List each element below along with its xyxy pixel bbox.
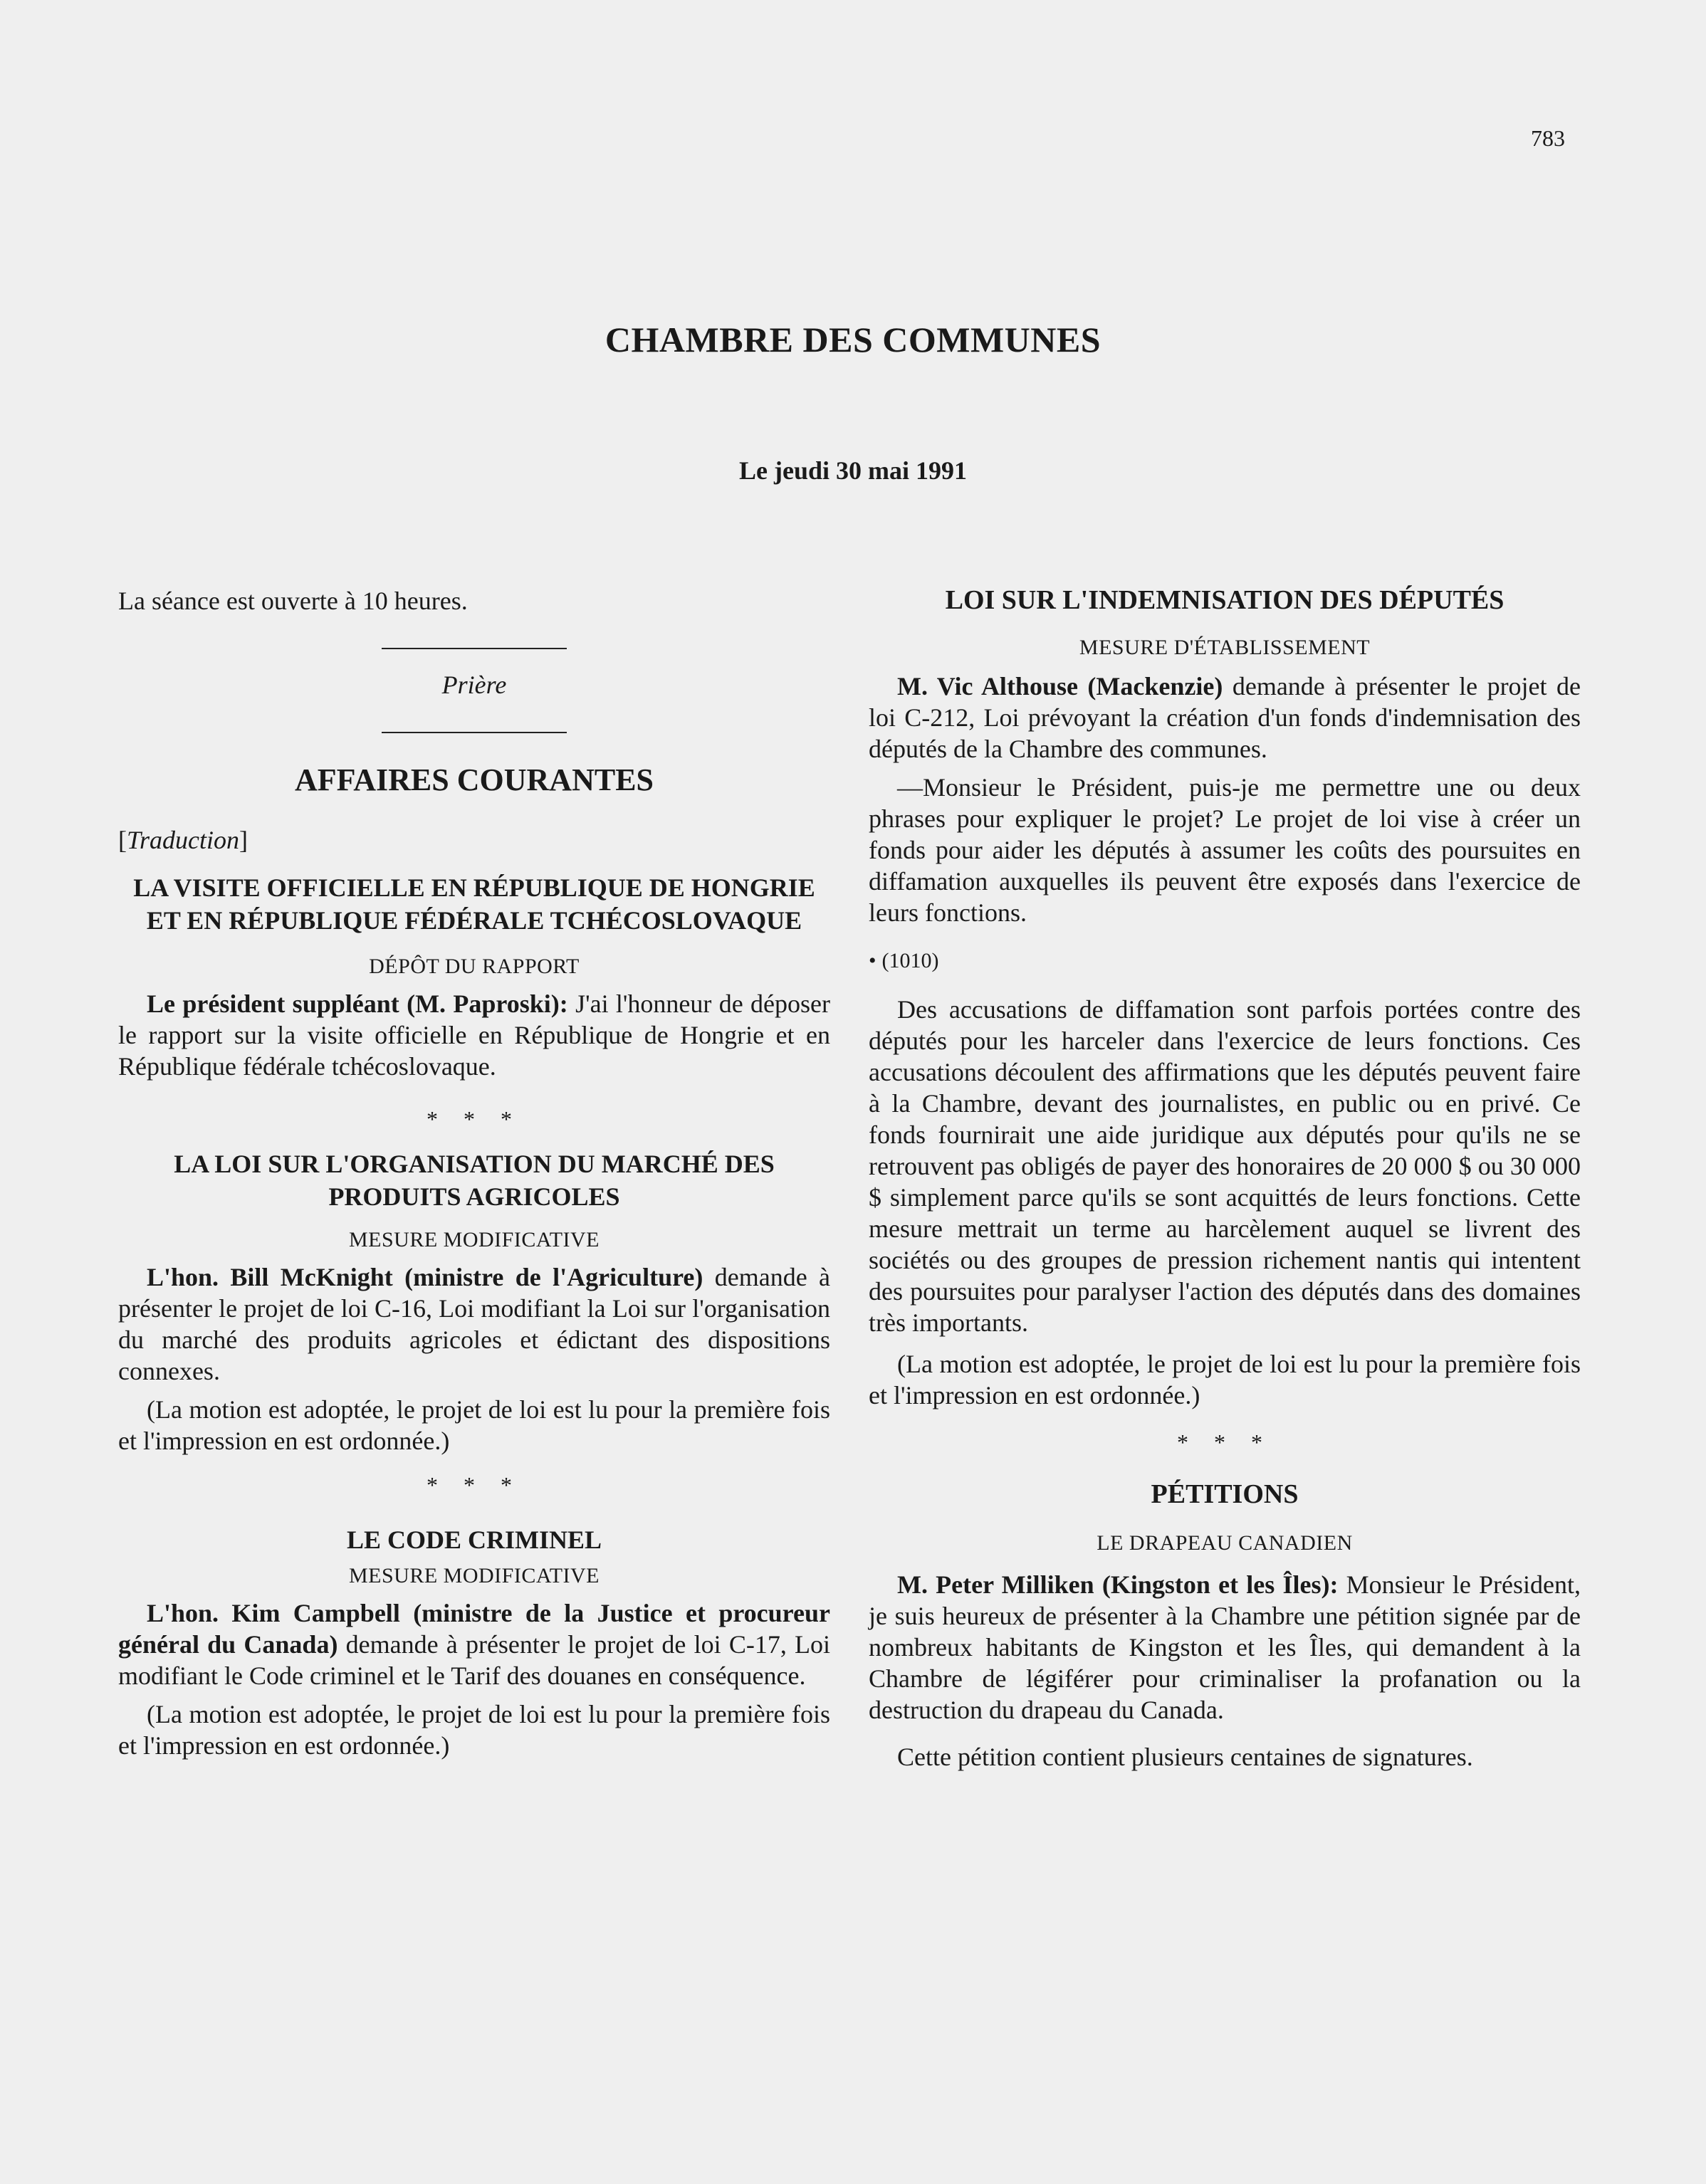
sitting-date: Le jeudi 30 mai 1991 [739, 456, 967, 485]
section-heading-affaires: AFFAIRES COURANTES [294, 762, 654, 797]
speaker-name: L'hon. Bill McKnight (ministre de l'Agriculture) [147, 1263, 703, 1291]
divider-rule [382, 648, 567, 649]
motion-note: (La motion est adoptée, le projet de loi est lu pour la première fois et l'impression en est ordonnée.) [118, 1700, 830, 1760]
speaker-name: Le président suppléant (M. Paproski): [147, 989, 568, 1018]
paragraph: L'hon. Bill McKnight (ministre de l'Agriculture) demande à présenter le projet de loi C-16, Loi modifiant la Loi sur l'organisation du marché des produits agricoles et édictant des dispositions connexes. [118, 1263, 830, 1385]
section-subtitle: MESURE D'ÉTABLISSEMENT [1079, 636, 1371, 659]
section-title-petitions: PÉTITIONS [1151, 1479, 1299, 1509]
paragraph: M. Vic Althouse (Mackenzie) demande à présenter le projet de loi C-212, Loi prévoyant la création d'un fonds d'indemnisation des députés de la Chambre des communes. [869, 672, 1581, 763]
speaker-name: L'hon. Kim Campbell (ministre de la Justice et procureur général du Canada) [118, 1599, 830, 1659]
section-subtitle: LE DRAPEAU CANADIEN [1097, 1531, 1353, 1555]
page-title: CHAMBRE DES COMMUNES [605, 320, 1101, 359]
section-subtitle: MESURE MODIFICATIVE [348, 1228, 600, 1251]
motion-note: (La motion est adoptée, le projet de loi est lu pour la première fois et l'impression en est ordonnée.) [118, 1395, 830, 1455]
left-column [118, 584, 830, 1761]
priere-label: Prière [441, 671, 507, 699]
translation-note: [Traduction] [118, 826, 248, 854]
page-number: 783 [1531, 125, 1565, 151]
motion-note: (La motion est adoptée, le projet de loi est lu pour la première fois et l'impression en est ordonnée.) [869, 1350, 1581, 1409]
section-subtitle: DÉPÔT DU RAPPORT [369, 955, 580, 978]
section-title-visite: LA VISITE OFFICIELLE EN RÉPUBLIQUE DE HONGRIE ET EN RÉPUBLIQUE FÉDÉRALE TCHÉCOSLOVAQUE [133, 873, 815, 935]
paragraph: Cette pétition contient plusieurs centaines de signatures. [897, 1743, 1473, 1771]
paragraph: M. Peter Milliken (Kingston et les Îles): Monsieur le Président, je suis heureux de présenter à la Chambre une pétition signée par de nombreux habitants de Kingston et les Îles, qui demandent à la Chambre de légiférer pour criminaliser la profanation ou la destruction du drapeau du Canada. [869, 1570, 1581, 1724]
section-separator: * * * [426, 1472, 522, 1498]
section-separator: * * * [426, 1106, 522, 1132]
section-subtitle: MESURE MODIFICATIVE [348, 1564, 600, 1587]
paragraph: —Monsieur le Président, puis-je me permettre une ou deux phrases pour expliquer le projet? Le projet de loi vise à créer un fonds pour aider les députés à assumer les coûts des poursuites en diffamation auxquelles ils peuvent être exposés dans l'exercice de leurs fonctions. [869, 773, 1581, 927]
time-marker: • (1010) [869, 945, 1581, 977]
opening-line: La séance est ouverte à 10 heures. [118, 587, 468, 615]
section-title-code-criminel: LE CODE CRIMINEL [346, 1526, 602, 1554]
section-separator: * * * [1177, 1429, 1272, 1455]
paragraph: Des accusations de diffamation sont parfois portées contre des députés pour les harceler dans l'exercice de leurs fonctions. Ces accusations découlent des affirmations que les députés peuvent faire à la Chambre, devant des journalistes, en public ou en privé. Ce fonds fournirait une aide juridique aux députés pour qu'ils ne se retrouvent pas obligés de payer des honoraires de 20 000 $ ou 30 000 $ simplement parce qu'ils se sont acquittés de leurs fonctions. Cette mesure mettrait un terme au harcèlement auquel se livrent des sociétés ou des groupes de pression richement nantis qui intentent des poursuites pour paralyser l'action des députés dans des domaines très importants. [869, 995, 1581, 1337]
paragraph: L'hon. Kim Campbell (ministre de la Justice et procureur général du Canada) demande à présenter le projet de loi C-17, Loi modifiant le Code criminel et le Tarif des douanes en conséquence. [118, 1599, 831, 1690]
section-title-indemnisation: LOI SUR L'INDEMNISATION DES DÉPUTÉS [945, 585, 1504, 615]
speaker-name: M. Vic Althouse (Mackenzie) [897, 672, 1223, 700]
right-column [869, 584, 1581, 1773]
divider-rule [382, 732, 567, 733]
section-title-marche: LA LOI SUR L'ORGANISATION DU MARCHÉ DES PRODUITS AGRICOLES [174, 1150, 775, 1211]
paragraph: Le président suppléant (M. Paproski): J'ai l'honneur de déposer le rapport sur la visite officielle en République de Hongrie et en République fédérale tchécoslovaque. [118, 989, 830, 1081]
speaker-name: M. Peter Milliken (Kingston et les Îles): [897, 1570, 1339, 1599]
